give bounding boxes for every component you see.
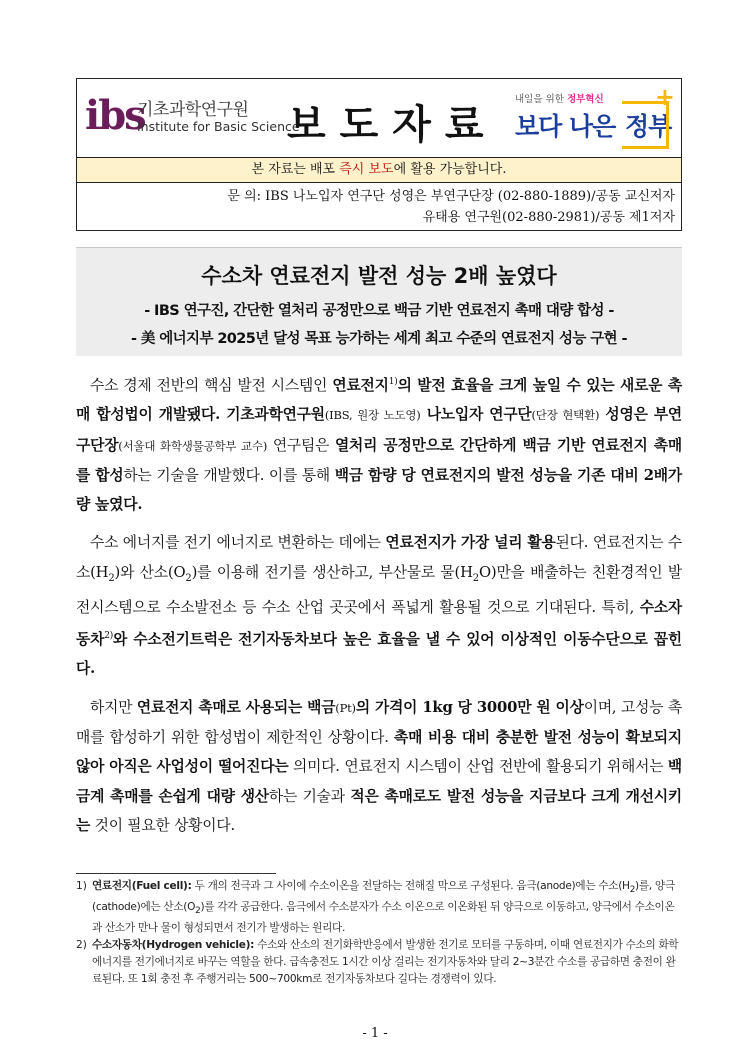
contact-line-1: 문 의: IBS 나노입자 연구단 성영은 부연구단장 (02-880-1889)/공동 교신저자 <box>227 189 675 204</box>
footnote-ref-2: 2) <box>104 631 114 642</box>
plus-icon: + <box>654 83 675 111</box>
footnotes <box>76 878 682 988</box>
headline-subtitle-1: - IBS 연구진, 간단한 열처리 공정만으로 백금 기반 연료전지 촉매 대량 합성 - <box>144 303 614 319</box>
headline-subtitle-2: - 美 에너지부 2025년 달성 목표 능가하는 세계 최고 수준의 연료전지 성능 구현 - <box>131 331 627 347</box>
paragraph-3: 하지만 연료전지 촉매로 사용되는 백금(Pt)의 가격이 1kg 당 3000만 원 이상이며, 고성능 촉매를 합성하기 위한 합성법이 제한적인 상황이다. 촉매 비용 대비 충분한 발전 성능이 확보되지 않아 아직은 사업성이 떨어진다는 의미다. 연료전지 시스템이 산업 전반에 활용되기 위해서는 백금계 촉매를 손쉽게 대량 생산하는 기술과 적은 촉매로도 발전 성능을 지금보다 크게 개선시키는 것이 필요한 상황이다. <box>76 698 683 834</box>
gov-slogan: 내일을 위한 정부혁신 <box>515 94 604 105</box>
headline-box <box>76 247 682 356</box>
press-release-page <box>76 78 682 849</box>
paragraph-1: 수소 경제 전반의 핵심 발전 시스템인 연료전지$^{1)}$의 발전 효율을 크게 높일 수 있는 새로운 촉매 합성법이 개발됐다. 기초과학연구원(IBS, 원장 노도영) 나노입자 연구단(단장 현택환) 성영은 부연구단장(서울대 화학생물공학부 교수) 연구팀은 열처리 공정만으로 간단하게 백금 기반 연료전지 촉매를 합성하는 기술을 개발했다. 이를 통해 백금 함량 당 연료전지의 발전 성능을 기존 대비 2배가량 높였다. <box>76 376 683 514</box>
footnote-1: 1) 연료전지(Fuel cell): 두 개의 전극과 그 사이에 수소이온을 전달하는 전해질 막으로 구성된다. 음극(anode)에는 수소$(H_2)$를, 양극(cathode)에는 산소$(O_2)$를 각각 공급한다. 음극에서 수소분자가 수소 이온으로 이온화된 뒤 양극으로 이동하고, 양극에서 수소이온과 산소가 만나 물이 형성되면서 전기가 발생하는 원리다. <box>76 880 675 935</box>
paragraph-2: 수소 에너지를 전기 에너지로 변환하는 데에는 연료전지가 가장 널리 활용된다. 연료전지는 수소$(H_2)$와 산소$(O_2)$를 이용해 전기를 생산하고, 부산물로 물$(H_2O)$만을 배출하는 친환경적인 발전시스템으로 수소발전소 등 수소 산업 곳곳에서 폭넓게 활용될 것으로 기대된다. 특히, 수소자동차$^{2)}$와 수소전기트럭은 전기자동차보다 높은 효율을 낼 수 있어 이상적인 이동수단으로 꼽힌다. <box>76 534 682 678</box>
gov-main-text: 보다 나은 정부 <box>515 112 672 141</box>
ibs-logo <box>85 92 300 143</box>
headline-title: 수소차 연료전지 발전 성능 2배 높였다 <box>201 264 557 288</box>
ibs-logo-mark: ibs <box>85 92 145 139</box>
logo-name-en: Institute for Basic Science <box>137 119 300 134</box>
contact-info <box>76 183 682 231</box>
logo-name-kr: 기초과학연구원 <box>137 100 249 120</box>
article-body <box>76 368 682 840</box>
header-box <box>76 78 682 157</box>
footnote-ref-1: 1) <box>388 377 398 387</box>
page-number: - 1 - <box>362 1026 388 1041</box>
document-title: 보도자료 <box>287 102 498 148</box>
contact-line-2: 유태용 연구원(02-880-2981)/공동 제1저자 <box>422 210 675 225</box>
footnote-2: 2) 수소자동차(Hydrogen vehicle): 수소와 산소의 전기화학반응에서 발생한 전기로 모터를 구동하며, 이때 연료전지가 수소의 화학에너지를 전기에너지로 바꾸는 역할을 한다. 급속충전도 1시간 이상 걸리는 전기자동차와 달리 2~3분간 수소를 공급하면 충전이 완료된다. 또 1회 충전 후 주행거리는 500~700km로 전기자동차보다 길다는 경쟁력이 있다. <box>76 939 679 986</box>
government-innovation-logo <box>515 85 675 151</box>
footnote-divider <box>76 873 276 874</box>
notice-emphasis: 즉시 보도 <box>339 162 394 177</box>
release-notice: 본 자료는 배포 즉시 보도에 활용 가능합니다. <box>76 157 682 183</box>
